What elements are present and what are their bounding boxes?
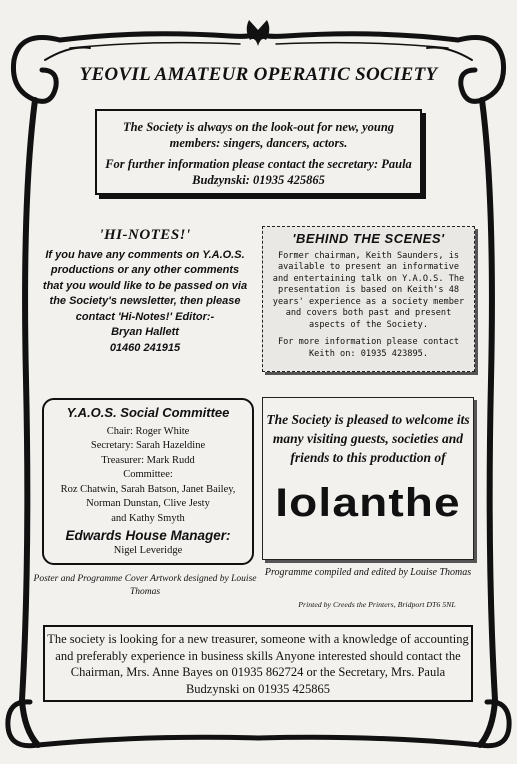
committee-members-1: Roz Chatwin, Sarah Batson, Janet Bailey, bbox=[60, 483, 236, 495]
social-committee-heading: Y.A.O.S. Social Committee bbox=[66, 405, 230, 420]
committee-treasurer: Treasurer: Mark Rudd bbox=[101, 454, 195, 466]
programme-credit: Programme compiled and edited by Louise Thomas bbox=[264, 567, 472, 578]
behind-the-scenes-box bbox=[262, 226, 475, 372]
recruitment-box bbox=[95, 109, 422, 195]
top-ornament-icon bbox=[247, 20, 270, 46]
recruitment-text: The Society is always on the look-out for new, young members: singers, dancers, actors. bbox=[122, 120, 395, 150]
hi-notes-heading: 'HI-NOTES!' bbox=[99, 227, 191, 243]
society-title: YEOVIL AMATEUR OPERATIC SOCIETY bbox=[79, 64, 438, 85]
hi-notes-body: If you have any comments on Y.A.O.S. productions or any other comments that you would like to be passed on via the Society's newsletter, then please contact 'Hi-Notes!' Editor:- bbox=[42, 248, 248, 323]
committee-label: Committee: bbox=[123, 469, 173, 480]
house-manager-name: Nigel Leveridge bbox=[113, 544, 183, 556]
welcome-box bbox=[262, 397, 474, 560]
house-manager-heading: Edwards House Manager: bbox=[65, 528, 231, 543]
hi-notes-section bbox=[40, 228, 250, 356]
artwork-credit: Poster and Programme Cover Artwork designed by Louise Thomas bbox=[33, 574, 257, 597]
committee-chair: Chair: Roger White bbox=[106, 425, 190, 437]
behind-the-scenes-body: Former chairman, Keith Saunders, is available to present an informative and entertaining talk on Y.A.O.S. The presentation is based on Keith's 48 years' experience as a society member and covers both past and present aspects of the Society. bbox=[272, 250, 465, 330]
committee-members-3: and Kathy Smyth bbox=[111, 512, 185, 524]
behind-the-scenes-contact: For more information please contact Keith on: 01935 423895. bbox=[277, 337, 460, 359]
printer-credit: Printed by Creeds the Printers, Bridport DT6 5NL bbox=[298, 600, 456, 609]
welcome-text: The Society is pleased to welcome its many visiting guests, societies and friends to this production of bbox=[266, 412, 470, 465]
treasurer-notice: The society is looking for a new treasurer, someone with a knowledge of accounting and preferably experience in business skills Anyone interested should contact the Chairman, Mrs. Anne Bayes on 01935 862724 or the Secretary, Mrs. Paula Budzynski on 01935 425865 bbox=[43, 625, 473, 702]
hi-notes-phone: 01460 241915 bbox=[109, 341, 181, 354]
hi-notes-editor: Bryan Hallett bbox=[111, 326, 179, 338]
behind-the-scenes-heading: 'BEHIND THE SCENES' bbox=[292, 231, 445, 246]
social-committee-box bbox=[42, 398, 254, 565]
iolanthe-logo: Iolanthe bbox=[275, 481, 461, 525]
committee-members-2: Norman Dunstan, Clive Jesty bbox=[86, 498, 210, 509]
secretary-contact: For further information please contact the secretary: Paula Budzynski: 01935 425865 bbox=[105, 157, 412, 187]
committee-secretary: Secretary: Sarah Hazeldine bbox=[90, 440, 206, 451]
